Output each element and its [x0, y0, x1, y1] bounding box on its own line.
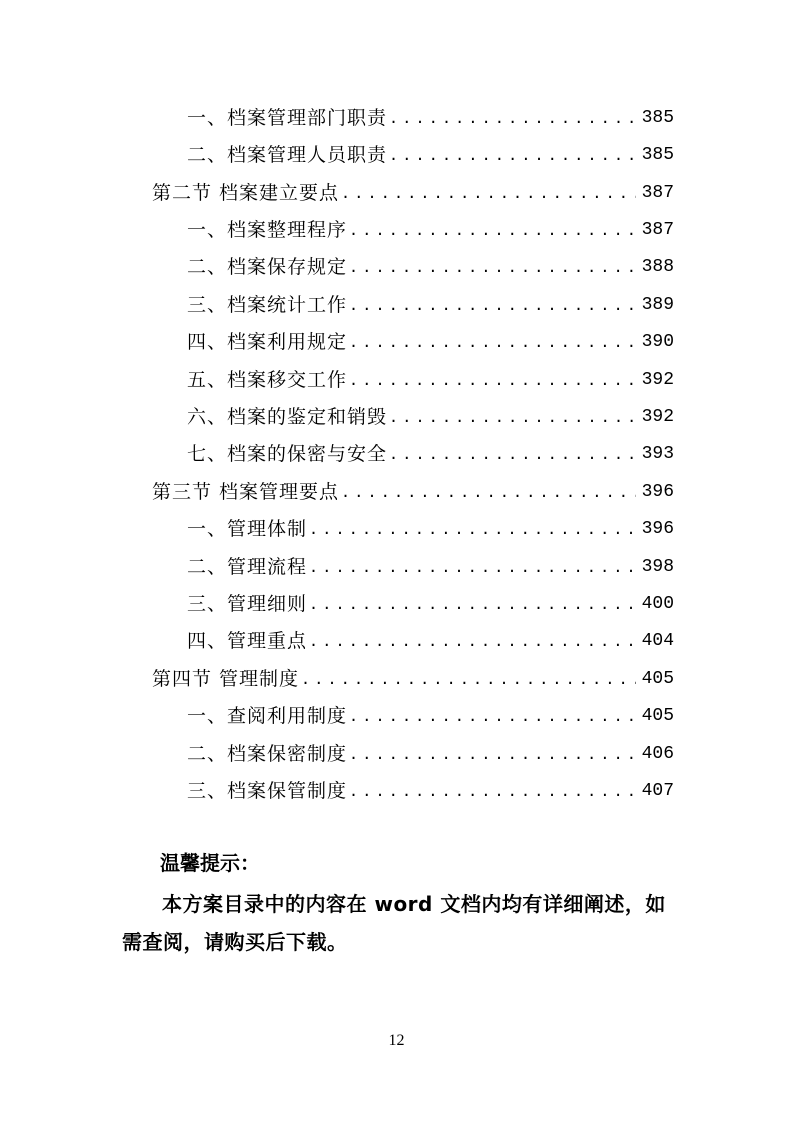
toc-entry-title: 一、档案整理程序 [187, 219, 348, 241]
toc-entry[interactable] [187, 549, 674, 586]
toc-entry[interactable] [187, 773, 674, 810]
toc-leader-dots [301, 661, 636, 698]
toc-entry-title: 四、档案利用规定 [187, 331, 348, 353]
toc-leader-dots [349, 362, 636, 399]
toc-entry-page: 387 [641, 220, 674, 240]
toc-leader-dots [309, 549, 636, 586]
toc-entry-title: 第三节 档案管理要点 [152, 481, 340, 503]
toc-entry[interactable] [187, 436, 674, 473]
toc-entry-title: 一、管理体制 [187, 518, 308, 540]
toc-entry-title: 二、档案保存规定 [187, 256, 348, 278]
toc-leader-dots [349, 287, 636, 324]
toc-entry-page: 396 [641, 482, 674, 502]
toc-entry-title: 三、管理细则 [187, 593, 308, 615]
toc-entry[interactable] [187, 399, 674, 436]
toc-section-entry[interactable] [152, 661, 674, 698]
notice-body: 本方案目录中的内容在 word 文档内均有详细阐述，如需查阅，请购买后下载。 [122, 892, 666, 954]
toc-entry-title: 四、管理重点 [187, 630, 308, 652]
toc-entry-page: 387 [641, 183, 674, 203]
toc-entry[interactable] [187, 698, 674, 735]
toc-leader-dots [309, 623, 636, 660]
notice-title: 温馨提示： [160, 851, 260, 875]
toc-entry-title: 七、档案的保密与安全 [187, 443, 388, 465]
page-number: 12 [388, 1032, 405, 1049]
toc-leader-dots [309, 586, 636, 623]
toc-entry-page: 390 [641, 332, 674, 352]
toc-leader-dots [389, 436, 636, 473]
toc-entry-page: 385 [641, 108, 674, 128]
toc-entry-page: 389 [641, 295, 674, 315]
toc-entry-page: 407 [641, 781, 674, 801]
toc-entry-page: 405 [641, 706, 674, 726]
toc-section-entry[interactable] [152, 175, 674, 212]
toc-entry[interactable] [187, 137, 674, 174]
toc-leader-dots [341, 175, 636, 212]
toc-entry-page: 396 [641, 519, 674, 539]
toc-entry-page: 406 [641, 744, 674, 764]
toc-section-entry[interactable] [152, 474, 674, 511]
toc-entry[interactable] [187, 736, 674, 773]
toc-entry-title: 六、档案的鉴定和销毁 [187, 406, 388, 428]
toc-entry[interactable] [187, 249, 674, 286]
toc-entry-title: 五、档案移交工作 [187, 369, 348, 391]
toc-entry-title: 一、档案管理部门职责 [187, 107, 388, 129]
toc-entry-page: 393 [641, 444, 674, 464]
toc-entry-page: 388 [641, 257, 674, 277]
toc-entry-title: 一、查阅利用制度 [187, 705, 348, 727]
toc-leader-dots [389, 137, 636, 174]
toc-entry-page: 400 [641, 594, 674, 614]
toc-leader-dots [389, 399, 636, 436]
toc-entry-title: 第四节 管理制度 [152, 668, 300, 690]
toc-entry[interactable] [187, 511, 674, 548]
toc-entry-page: 398 [641, 557, 674, 577]
toc-entry[interactable] [187, 212, 674, 249]
toc-entry-title: 二、档案管理人员职责 [187, 144, 388, 166]
toc-leader-dots [349, 698, 636, 735]
toc-entry[interactable] [187, 362, 674, 399]
toc-entry[interactable] [187, 287, 674, 324]
toc-entry-page: 385 [641, 145, 674, 165]
toc-leader-dots [309, 511, 636, 548]
toc-leader-dots [349, 249, 636, 286]
toc-entry-page: 404 [641, 631, 674, 651]
toc-leader-dots [349, 324, 636, 361]
toc-leader-dots [349, 212, 636, 249]
toc-entry-title: 第二节 档案建立要点 [152, 182, 340, 204]
toc-entry-title: 三、档案保管制度 [187, 780, 348, 802]
toc-leader-dots [349, 736, 636, 773]
toc-entry-title: 二、管理流程 [187, 556, 308, 578]
toc-leader-dots [349, 773, 636, 810]
toc-entry-title: 三、档案统计工作 [187, 294, 348, 316]
toc-entry[interactable] [187, 324, 674, 361]
toc-entry-page: 392 [641, 370, 674, 390]
toc-leader-dots [389, 100, 636, 137]
toc-leader-dots [341, 474, 636, 511]
toc-entry-page: 392 [641, 407, 674, 427]
toc-entry[interactable] [187, 586, 674, 623]
toc-entry[interactable] [187, 623, 674, 660]
toc-entry[interactable] [187, 100, 674, 137]
toc-entry-page: 405 [641, 669, 674, 689]
toc-entry-title: 二、档案保密制度 [187, 743, 348, 765]
